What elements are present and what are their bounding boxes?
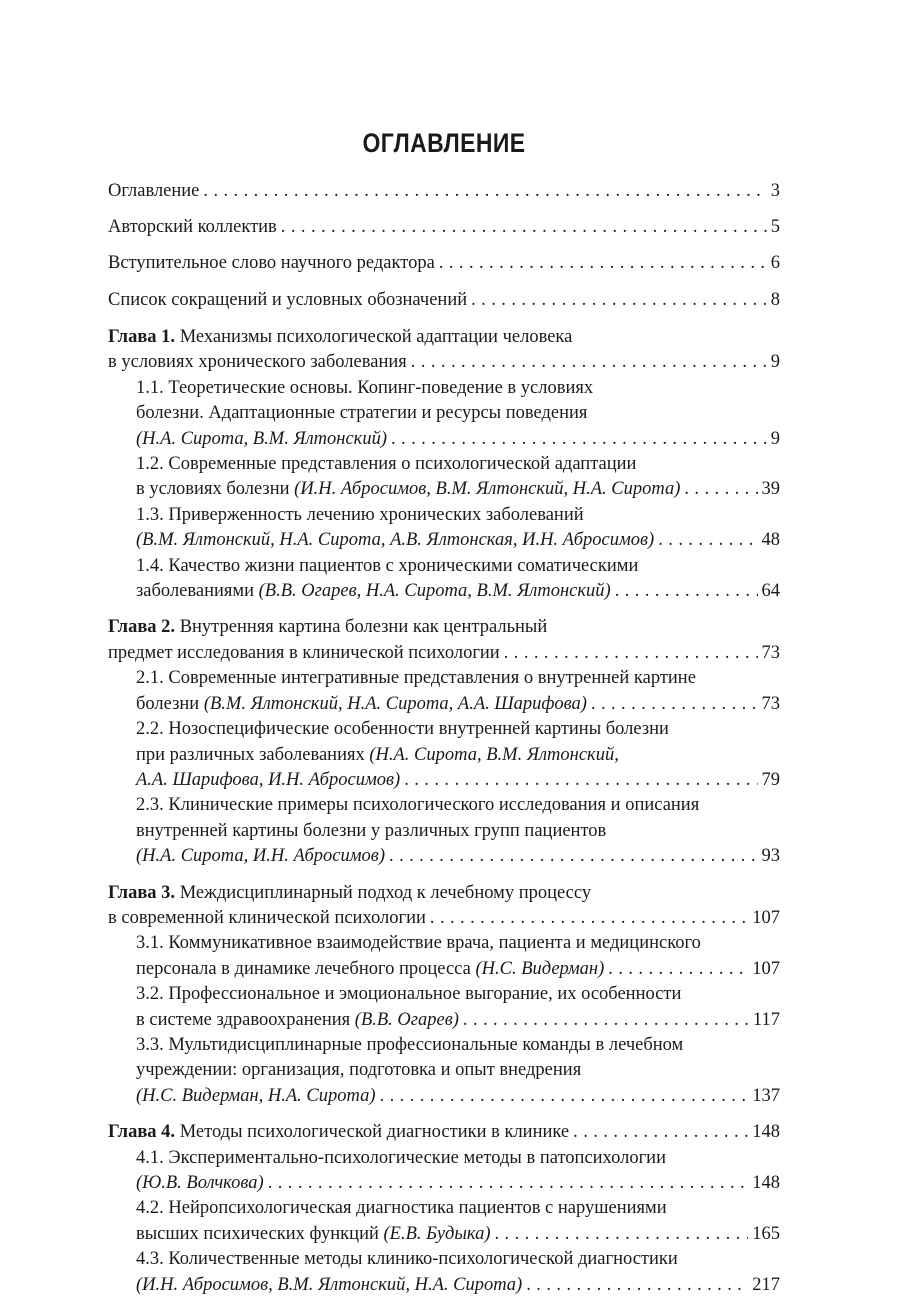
chapter-3 [108,881,780,1110]
section-title: 1.1. Теоретические основы. Копинг-поведение в условиях [136,377,594,398]
page-number: 5 [770,217,780,238]
page-number: 79 [761,769,780,790]
section-authors: (Н.А. Сирота, В.М. Ялтонский) [136,428,387,449]
page-number: 107 [752,958,780,979]
page-number: 217 [752,1274,780,1295]
chapter-label: Глава 4. [108,1122,176,1143]
page-number: 73 [761,642,780,663]
section-2-3 [108,793,780,869]
section-1-4 [108,554,780,605]
dot-leader [471,288,767,313]
section-title-cont: болезни [136,693,204,714]
page-number: 148 [752,1122,780,1143]
page-number: 39 [761,479,780,500]
dot-leader [391,427,767,452]
section-1-2 [108,452,780,503]
section-title: 2.1. Современные интегративные представления о внутренней картине [136,668,696,689]
section-1-1 [108,376,780,452]
section-title-cont: при различных заболеваниях [136,744,370,765]
section-3-2 [108,982,780,1033]
toc-entry [108,179,780,204]
section-title-cont: внутренней картины болезни у различных групп пациентов [136,820,607,841]
section-title-cont: заболеваниями [136,581,259,602]
section-title: 2.2. Нозоспецифические особенности внутренней картины болезни [136,719,669,740]
page-number: 48 [761,530,780,551]
section-2-2 [108,717,780,793]
dot-leader [608,957,748,982]
page-number: 73 [761,693,780,714]
page-number: 117 [752,1009,780,1030]
entry-title: Оглавление [108,181,200,201]
section-title: 1.3. Приверженность лечению хронических заболеваний [136,504,584,525]
section-3-1 [108,931,780,982]
chapter-label: Глава 3. [108,882,176,903]
dot-leader [591,692,758,717]
section-2-1 [108,666,780,717]
section-authors: (В.В. Огарев, Н.А. Сирота, В.М. Ялтонский) [258,581,611,602]
dot-leader [658,528,757,553]
dot-leader [463,1008,749,1033]
dot-leader [380,1084,749,1109]
section-title: 2.3. Клинические примеры психологического исследования и описания [136,795,700,816]
page-number: 8 [770,289,780,310]
section-title-cont: персонала в динамике лечебного процесса [136,958,476,979]
section-4-2 [108,1196,780,1247]
dot-leader [411,350,767,375]
section-3-3 [108,1033,780,1109]
section-title: 3.3. Мультидисциплинарные профессиональные команды в лечебном [136,1034,684,1055]
chapter-label: Глава 1. [108,327,176,348]
section-authors: (В.В. Огарев) [354,1009,459,1030]
dot-leader [615,579,758,604]
section-authors: (И.Н. Абросимов, В.М. Ялтонский, Н.А. Сирота) [136,1274,523,1295]
section-title: 3.1. Коммуникативное взаимодействие врача, пациента и медицинского [136,933,701,954]
dot-leader [430,906,748,931]
page-number: 6 [770,253,780,274]
dot-leader [203,179,766,204]
section-1-3 [108,503,780,554]
section-authors: (В.М. Ялтонский, Н.А. Сирота, А.В. Ялтонская, И.Н. Абросимов) [136,530,655,551]
page-number: 9 [770,428,780,449]
page-number: 165 [752,1223,780,1244]
section-4-1 [108,1146,780,1197]
toc-page [108,128,780,1309]
dot-leader [573,1120,748,1145]
chapter-label: Глава 2. [108,617,176,638]
section-authors: (В.М. Ялтонский, Н.А. Сирота, А.А. Шарифова) [203,693,587,714]
page-title: ОГЛАВЛЕНИЕ [362,128,526,158]
page-number: 137 [752,1085,780,1106]
chapter-title-cont: в условиях хронического заболевания [108,352,407,373]
section-authors: (Е.В. Будыка) [383,1223,491,1244]
entry-title: Список сокращений и условных обозначений [108,289,468,310]
section-title: 4.3. Количественные методы клинико-психологической диагностики [136,1249,678,1270]
section-4-3 [108,1247,780,1298]
section-title-cont: высших психических функций [136,1223,384,1244]
dot-leader [389,844,757,869]
dot-leader [495,1222,749,1247]
dot-leader [684,477,757,502]
entry-title: Вступительное слово научного редактора [108,253,435,274]
chapter-title: Методы психологической диагностики в клинике [175,1122,570,1143]
chapter-title-cont: предмет исследования в клинической психологии [108,642,500,663]
section-title: 4.2. Нейропсихологическая диагностика пациентов с нарушениями [136,1198,667,1219]
page-number: 3 [770,181,780,201]
section-authors: (Н.А. Сирота, И.Н. Абросимов) [136,846,386,867]
section-title: 1.4. Качество жизни пациентов с хроническими соматическими [136,555,639,576]
chapter-1 [108,325,780,604]
section-title-cont: в системе здравоохранения [136,1009,355,1030]
chapter-2 [108,615,780,869]
dot-leader [281,215,767,240]
dot-leader [504,641,758,666]
toc-entry [108,288,780,313]
dot-leader [439,251,767,276]
section-authors-cont: А.А. Шарифова, И.Н. Абросимов) [136,769,401,790]
section-title: 4.1. Экспериментально-психологические методы в патопсихологии [136,1147,666,1168]
section-authors: (Н.С. Видерман, Н.А. Сирота) [136,1085,376,1106]
section-title: 1.2. Современные представления о психологической адаптации [136,454,637,475]
chapter-title-cont: в современной клинической психологии [108,907,426,928]
toc-entry [108,215,780,240]
section-authors: (Ю.В. Волчкова) [136,1173,264,1194]
section-title: 3.2. Профессиональное и эмоциональное выгорание, их особенности [136,984,682,1005]
page-number: 148 [752,1173,780,1194]
entry-title: Авторский коллектив [108,217,277,238]
chapter-title: Внутренняя картина болезни как центральный [175,617,548,638]
dot-leader [268,1171,749,1196]
toc-entry [108,251,780,276]
section-title-cont: в условиях болезни [136,479,295,500]
section-authors: (И.Н. Абросимов, В.М. Ялтонский, Н.А. Сирота) [294,479,681,500]
section-title-cont: учреждении: организация, подготовка и опыт внедрения [136,1060,582,1081]
section-authors: (Н.А. Сирота, В.М. Ялтонский, [369,744,619,765]
page-number: 9 [770,352,780,373]
chapter-4 [108,1120,780,1298]
page-number: 64 [761,581,780,602]
dot-leader [526,1273,748,1298]
chapter-title: Междисциплинарный подход к лечебному процессу [175,882,592,903]
page-number: 93 [761,846,780,867]
dot-leader [404,768,757,793]
section-title-cont: болезни. Адаптационные стратегии и ресурсы поведения [136,403,588,424]
section-authors: (Н.С. Видерман) [475,958,605,979]
page-number: 107 [752,907,780,928]
chapter-title: Механизмы психологической адаптации человека [175,327,573,348]
